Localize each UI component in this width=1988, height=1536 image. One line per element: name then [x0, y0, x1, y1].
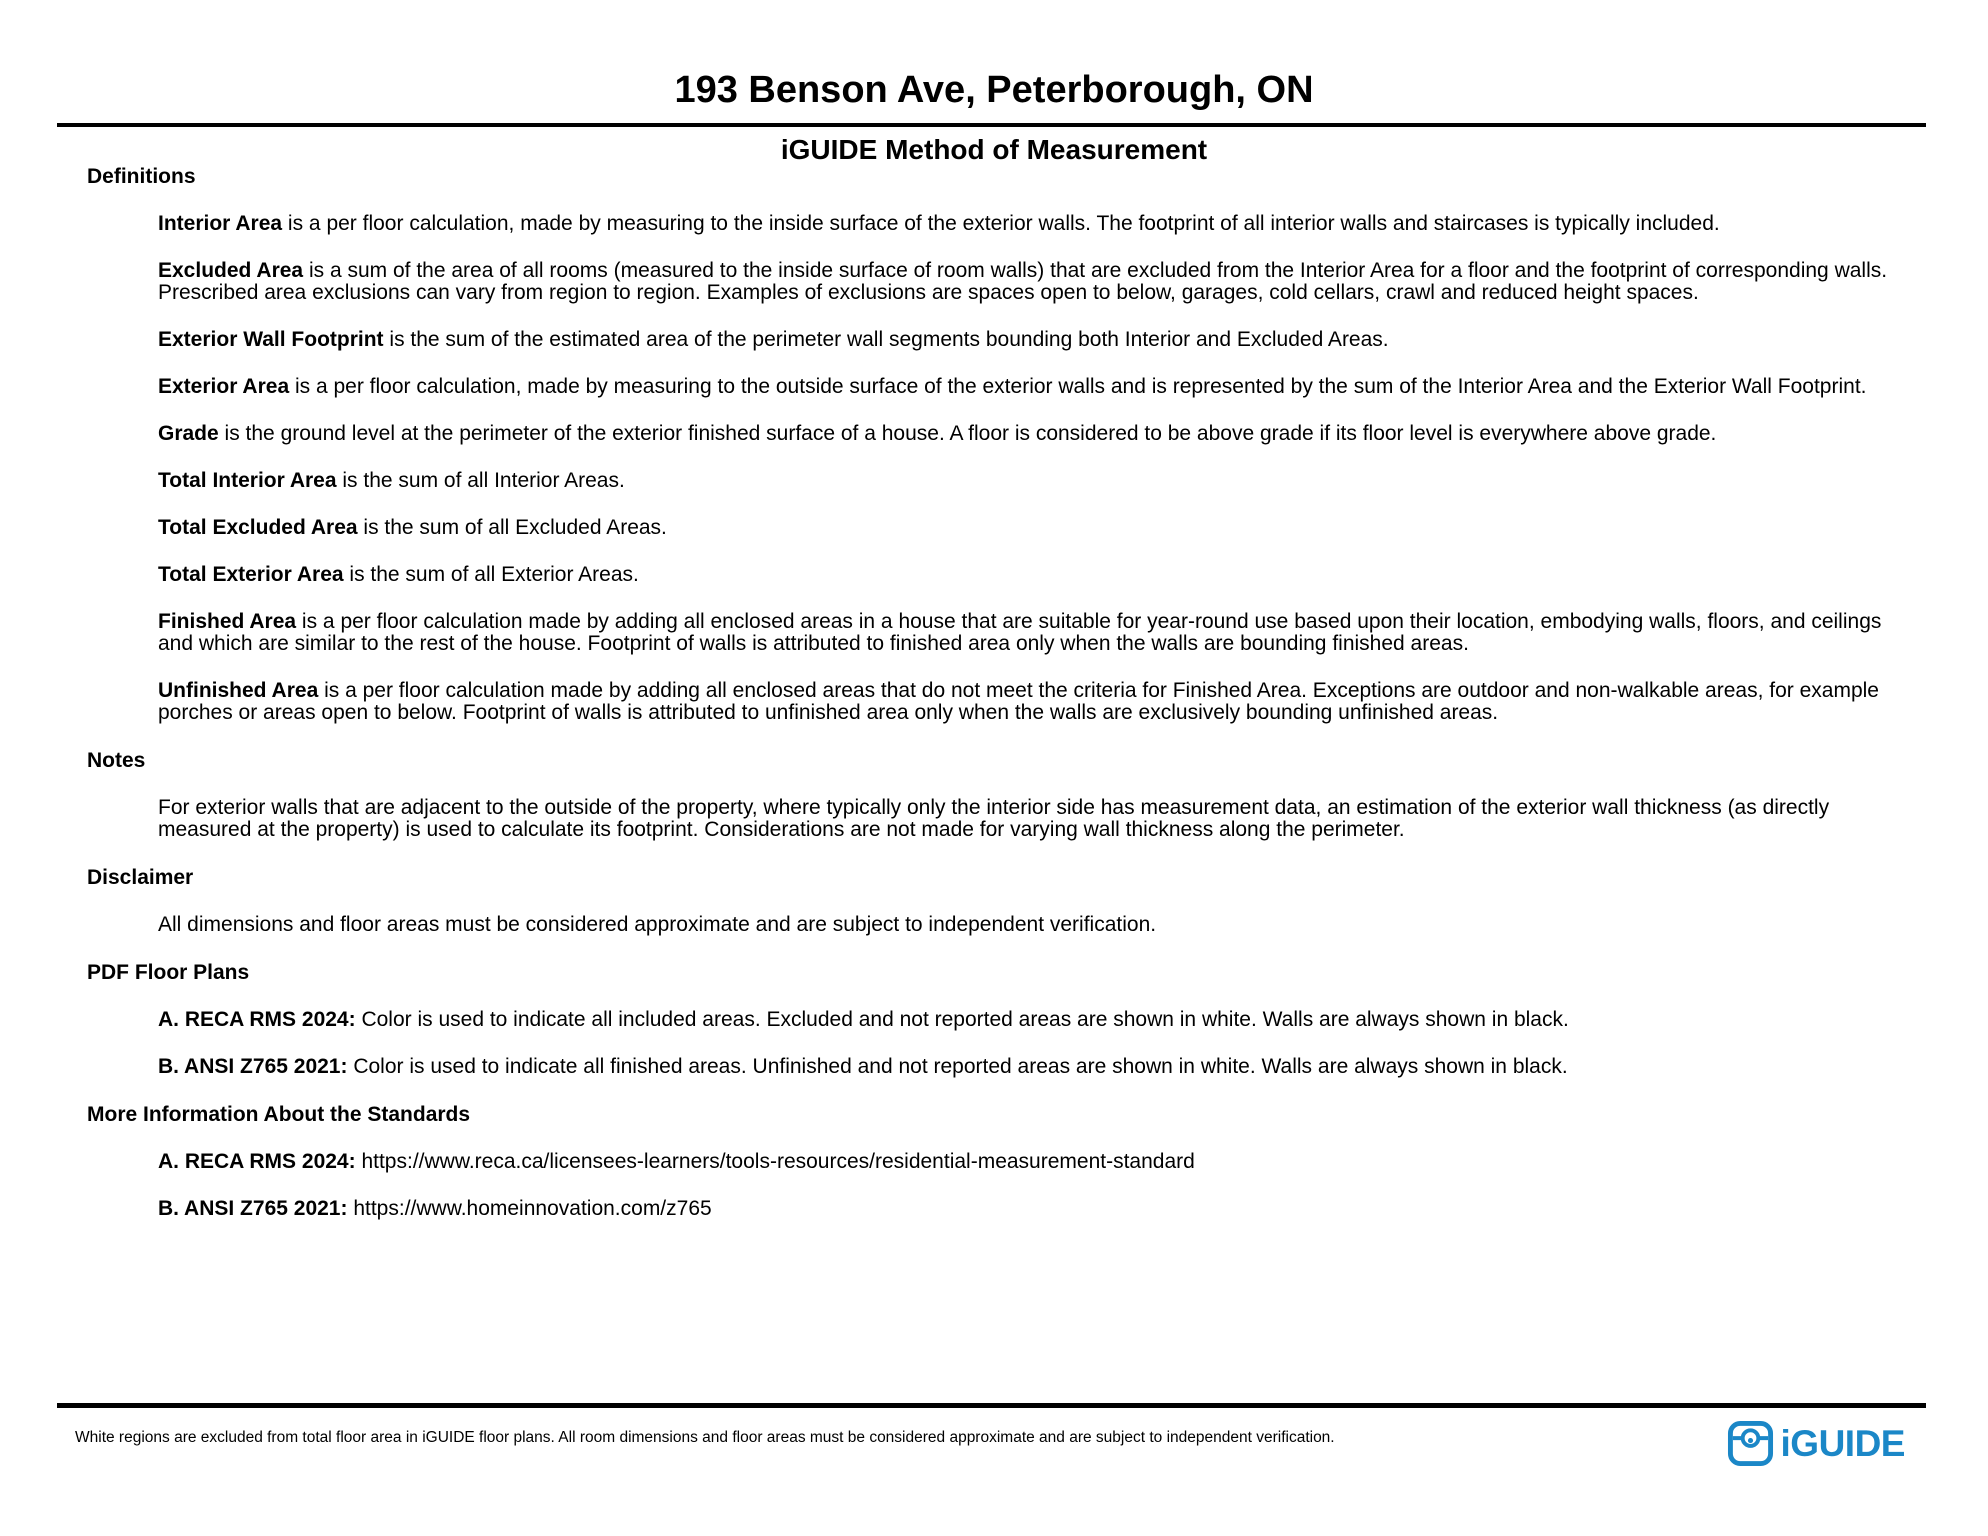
definition-text: is the sum of all Interior Areas.	[336, 469, 625, 492]
footer-disclaimer-text: White regions are excluded from total floor area in iGUIDE floor plans. All room dimensions and floor areas must be considered approximate and are subject to independent verification.	[75, 1429, 1335, 1446]
standard-label: A. RECA RMS 2024:	[158, 1150, 356, 1173]
definition-text: is the sum of the estimated area of the perimeter wall segments bounding both Interior and Excluded Areas.	[383, 328, 1389, 351]
standard-text: Color is used to indicate all included areas. Excluded and not reported areas are shown in white. Walls are always shown in black.	[355, 1008, 1569, 1031]
definition-exterior-wall-footprint	[158, 329, 1920, 351]
definition-total-interior-area	[158, 470, 1920, 492]
standard-text: Color is used to indicate all finished areas. Unfinished and not reported areas are shown in white. Walls are always shown in black.	[347, 1055, 1568, 1078]
definition-term: Exterior Wall Footprint	[158, 328, 384, 351]
method-subtitle: iGUIDE Method of Measurement	[780, 134, 1208, 165]
definition-grade	[158, 423, 1920, 445]
definition-text: is a per floor calculation made by adding all enclosed areas in a house that are suitable for year-round use based upon their location, embodying walls, floors, and ceilings and which are similar to the rest of the house. Footprint of walls is attributed to finished area only when the walls are bounding finished areas.	[158, 610, 1882, 655]
notes-paragraph: For exterior walls that are adjacent to the outside of the property, where typically only the interior side has measurement data, an estimation of the exterior wall thickness (as directly measured at the property) is used to calculate its footprint. Considerations are not made for varying wall thickness along the perimeter.	[158, 796, 1830, 841]
reca-standard-url[interactable]: https://www.reca.ca/licensees-learners/tools-resources/residential-measurement-standard	[361, 1150, 1195, 1173]
disclaimer-paragraph: All dimensions and floor areas must be considered approximate and are subject to independent verification.	[158, 913, 1157, 936]
definition-text: is the sum of all Excluded Areas.	[357, 516, 667, 539]
iguide-camera-icon	[1727, 1420, 1774, 1467]
definition-total-exterior-area	[158, 564, 1920, 586]
definition-term: Interior Area	[158, 212, 283, 235]
section-heading-disclaimer: Disclaimer	[87, 866, 194, 889]
iguide-logo	[1727, 1420, 1905, 1467]
footer-divider	[57, 1403, 1926, 1408]
footer	[75, 1420, 1905, 1467]
standard-label: B. ANSI Z765 2021:	[158, 1055, 348, 1078]
more-info-item-ansi	[158, 1198, 1920, 1220]
definition-term: Unfinished Area	[158, 679, 319, 702]
more-info-item-reca	[158, 1151, 1920, 1173]
definition-text: is a sum of the area of all rooms (measured to the inside surface of room walls) that are excluded from the Interior Area for a floor and the footprint of corresponding walls. Prescribed area exclusions can vary from region to region. Examples of exclusions are spaces open to below, garages, cold cellars, crawl and reduced height spaces.	[158, 259, 1888, 304]
definition-term: Total Excluded Area	[158, 516, 358, 539]
section-heading-more-information: More Information About the Standards	[87, 1103, 471, 1126]
definition-text: is a per floor calculation, made by measuring to the outside surface of the exterior walls and is represented by the sum of the Interior Area and the Exterior Wall Footprint.	[289, 375, 1867, 398]
pdf-floor-plans-item-reca	[158, 1009, 1920, 1031]
section-heading-pdf-floor-plans: PDF Floor Plans	[87, 961, 250, 984]
definition-unfinished-area	[158, 680, 1920, 724]
definition-term: Total Exterior Area	[158, 563, 344, 586]
definition-term: Exterior Area	[158, 375, 290, 398]
iguide-logo-text: iGUIDE	[1780, 1423, 1905, 1464]
definition-exterior-area	[158, 376, 1920, 398]
definition-term: Finished Area	[158, 610, 297, 633]
standard-label: B. ANSI Z765 2021:	[158, 1197, 348, 1220]
definition-text: is the sum of all Exterior Areas.	[343, 563, 639, 586]
definition-term: Grade	[158, 422, 219, 445]
definition-total-excluded-area	[158, 517, 1920, 539]
section-heading-definitions: Definitions	[87, 165, 196, 188]
definition-text: is a per floor calculation, made by measuring to the inside surface of the exterior walls. The footprint of all interior walls and staircases is typically included.	[282, 212, 1720, 235]
section-heading-notes: Notes	[87, 749, 146, 772]
pdf-floor-plans-item-ansi	[158, 1056, 1920, 1078]
definition-term: Total Interior Area	[158, 469, 337, 492]
header-divider	[57, 123, 1926, 127]
page-title: 193 Benson Ave, Peterborough, ON	[674, 69, 1314, 111]
definition-text: is a per floor calculation made by adding all enclosed areas that do not meet the criteria for Finished Area. Exceptions are outdoor and non-walkable areas, for example porches or areas open to below. Footprint of walls is attributed to unfinished area only when the walls are exclusively bounding unfinished areas.	[158, 679, 1879, 724]
definition-term: Excluded Area	[158, 259, 304, 282]
definition-text: is the ground level at the perimeter of the exterior finished surface of a house. A floor is considered to be above grade if its floor level is everywhere above grade.	[218, 422, 1717, 445]
definition-excluded-area	[158, 260, 1920, 304]
definition-interior-area	[158, 213, 1920, 235]
standard-label: A. RECA RMS 2024:	[158, 1008, 356, 1031]
ansi-standard-url[interactable]: https://www.homeinnovation.com/z765	[353, 1197, 712, 1220]
definition-finished-area	[158, 611, 1920, 655]
